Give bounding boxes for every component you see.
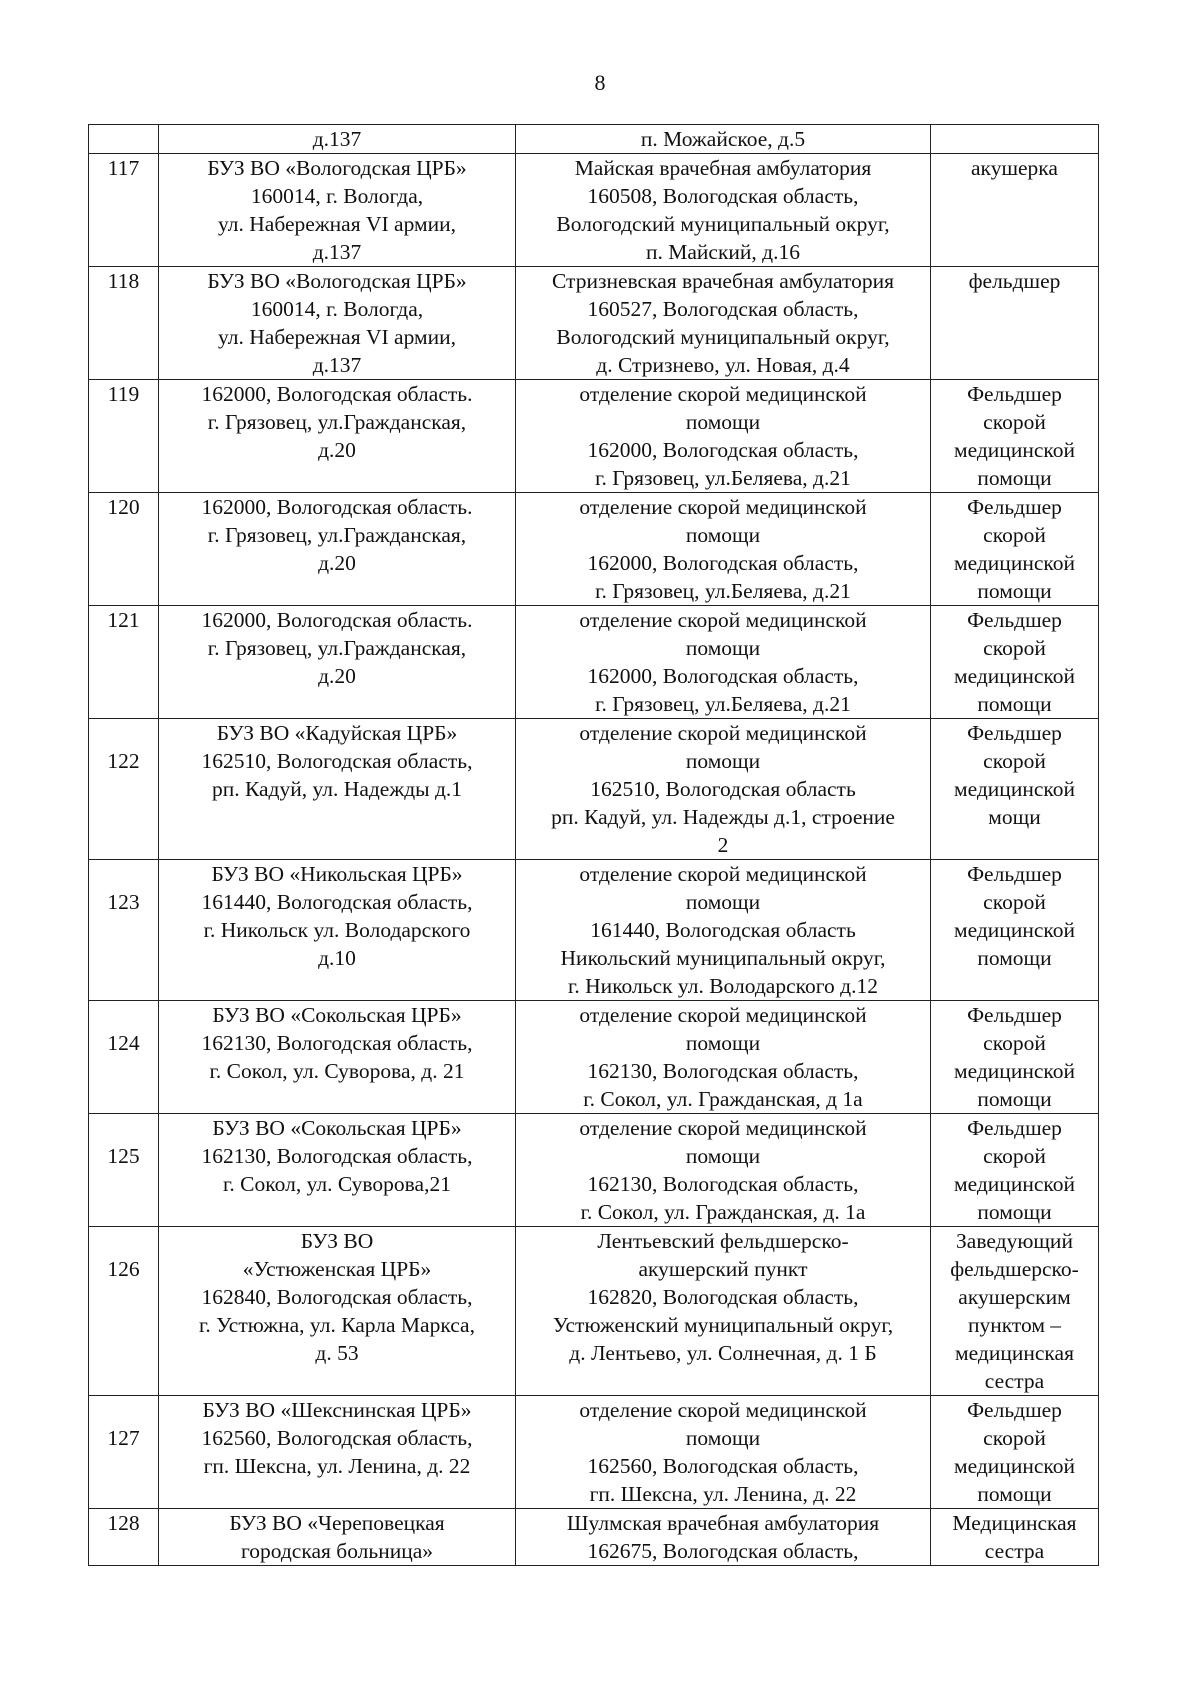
row-number: 128 — [89, 1509, 159, 1566]
table-body — [89, 125, 1099, 1566]
organization-cell: 162000, Вологодская область. г. Грязовец, ул.Гражданская, д.20 — [159, 380, 516, 493]
table-row — [89, 719, 1099, 860]
organization-cell: д.137 — [159, 125, 516, 154]
organization-cell: 162000, Вологодская область. г. Грязовец, ул.Гражданская, д.20 — [159, 606, 516, 719]
table-row — [89, 125, 1099, 154]
table-row — [89, 860, 1099, 1001]
row-number: 125 — [89, 1114, 159, 1227]
workplace-cell: Лентьевский фельдшерско- акушерский пункт 162820, Вологодская область, Устюженский муниципальный округ, д. Лентьево, ул. Солнечная, д. 1 Б — [516, 1227, 931, 1396]
organization-cell: БУЗ ВО «Устюженская ЦРБ» 162840, Вологодская область, г. Устюжна, ул. Карла Маркса, д. 53 — [159, 1227, 516, 1396]
table-row — [89, 493, 1099, 606]
organization-cell: БУЗ ВО «Кадуйская ЦРБ» 162510, Вологодская область, рп. Кадуй, ул. Надежды д.1 — [159, 719, 516, 860]
organization-cell: БУЗ ВО «Сокольская ЦРБ» 162130, Вологодская область, г. Сокол, ул. Суворова, д. 21 — [159, 1001, 516, 1114]
workplace-cell: п. Можайское, д.5 — [516, 125, 931, 154]
position-cell: фельдшер — [931, 267, 1099, 380]
position-cell: Фельдшер скорой медицинской помощи — [931, 1396, 1099, 1509]
table-row — [89, 1114, 1099, 1227]
workplace-cell: отделение скорой медицинской помощи 162000, Вологодская область, г. Грязовец, ул.Беляева, д.21 — [516, 493, 931, 606]
position-cell: Фельдшер скорой медицинской помощи — [931, 860, 1099, 1001]
workplace-cell: Шулмская врачебная амбулатория 162675, Вологодская область, — [516, 1509, 931, 1566]
workplace-cell: отделение скорой медицинской помощи 162130, Вологодская область, г. Сокол, ул. Гражданская, д. 1а — [516, 1114, 931, 1227]
table-row — [89, 1396, 1099, 1509]
organization-cell: БУЗ ВО «Вологодская ЦРБ» 160014, г. Вологда, ул. Набережная VI армии, д.137 — [159, 267, 516, 380]
row-number: 124 — [89, 1001, 159, 1114]
workplace-cell: отделение скорой медицинской помощи 162130, Вологодская область, г. Сокол, ул. Гражданская, д 1а — [516, 1001, 931, 1114]
workplace-cell: Майская врачебная амбулатория 160508, Вологодская область, Вологодский муниципальный округ, п. Майский, д.16 — [516, 154, 931, 267]
organization-cell: БУЗ ВО «Сокольская ЦРБ» 162130, Вологодская область, г. Сокол, ул. Суворова,21 — [159, 1114, 516, 1227]
organization-cell: БУЗ ВО «Никольская ЦРБ» 161440, Вологодская область, г. Никольск ул. Володарского д.10 — [159, 860, 516, 1001]
row-number: 127 — [89, 1396, 159, 1509]
position-cell: Медицинская сестра — [931, 1509, 1099, 1566]
row-number: 121 — [89, 606, 159, 719]
workplace-cell: Стризневская врачебная амбулатория 160527, Вологодская область, Вологодский муниципальный округ, д. Стризнево, ул. Новая, д.4 — [516, 267, 931, 380]
table-row — [89, 1509, 1099, 1566]
facilities-table — [88, 124, 1099, 1566]
workplace-cell: отделение скорой медицинской помощи 161440, Вологодская область Никольский муниципальный округ, г. Никольск ул. Володарского д.12 — [516, 860, 931, 1001]
position-cell: акушерка — [931, 154, 1099, 267]
table-row — [89, 154, 1099, 267]
organization-cell: БУЗ ВО «Вологодская ЦРБ» 160014, г. Вологда, ул. Набережная VI армии, д.137 — [159, 154, 516, 267]
position-cell: Заведующий фельдшерско- акушерским пунктом – медицинская сестра — [931, 1227, 1099, 1396]
workplace-cell: отделение скорой медицинской помощи 162000, Вологодская область, г. Грязовец, ул.Беляева, д.21 — [516, 606, 931, 719]
position-cell: Фельдшер скорой медицинской помощи — [931, 1001, 1099, 1114]
workplace-cell: отделение скорой медицинской помощи 162510, Вологодская область рп. Кадуй, ул. Надежды д.1, строение 2 — [516, 719, 931, 860]
page-number: 8 — [594, 70, 606, 95]
position-cell: Фельдшер скорой медицинской помощи — [931, 380, 1099, 493]
position-cell: Фельдшер скорой медицинской помощи — [931, 606, 1099, 719]
workplace-cell: отделение скорой медицинской помощи 162000, Вологодская область, г. Грязовец, ул.Беляева, д.21 — [516, 380, 931, 493]
position-cell — [931, 125, 1099, 154]
table-row — [89, 380, 1099, 493]
organization-cell: БУЗ ВО «Шекснинская ЦРБ» 162560, Вологодская область, гп. Шексна, ул. Ленина, д. 22 — [159, 1396, 516, 1509]
table-row — [89, 267, 1099, 380]
position-cell: Фельдшер скорой медицинской помощи — [931, 493, 1099, 606]
row-number: 123 — [89, 860, 159, 1001]
row-number: 120 — [89, 493, 159, 606]
row-number: 118 — [89, 267, 159, 380]
table-row — [89, 1001, 1099, 1114]
row-number: 126 — [89, 1227, 159, 1396]
organization-cell: БУЗ ВО «Череповецкая городская больница» — [159, 1509, 516, 1566]
row-number — [89, 125, 159, 154]
organization-cell: 162000, Вологодская область. г. Грязовец, ул.Гражданская, д.20 — [159, 493, 516, 606]
workplace-cell: отделение скорой медицинской помощи 162560, Вологодская область, гп. Шексна, ул. Ленина, д. 22 — [516, 1396, 931, 1509]
position-cell: Фельдшер скорой медицинской мощи — [931, 719, 1099, 860]
row-number: 119 — [89, 380, 159, 493]
position-cell: Фельдшер скорой медицинской помощи — [931, 1114, 1099, 1227]
table-row — [89, 1227, 1099, 1396]
table-row — [89, 606, 1099, 719]
row-number: 122 — [89, 719, 159, 860]
row-number: 117 — [89, 154, 159, 267]
